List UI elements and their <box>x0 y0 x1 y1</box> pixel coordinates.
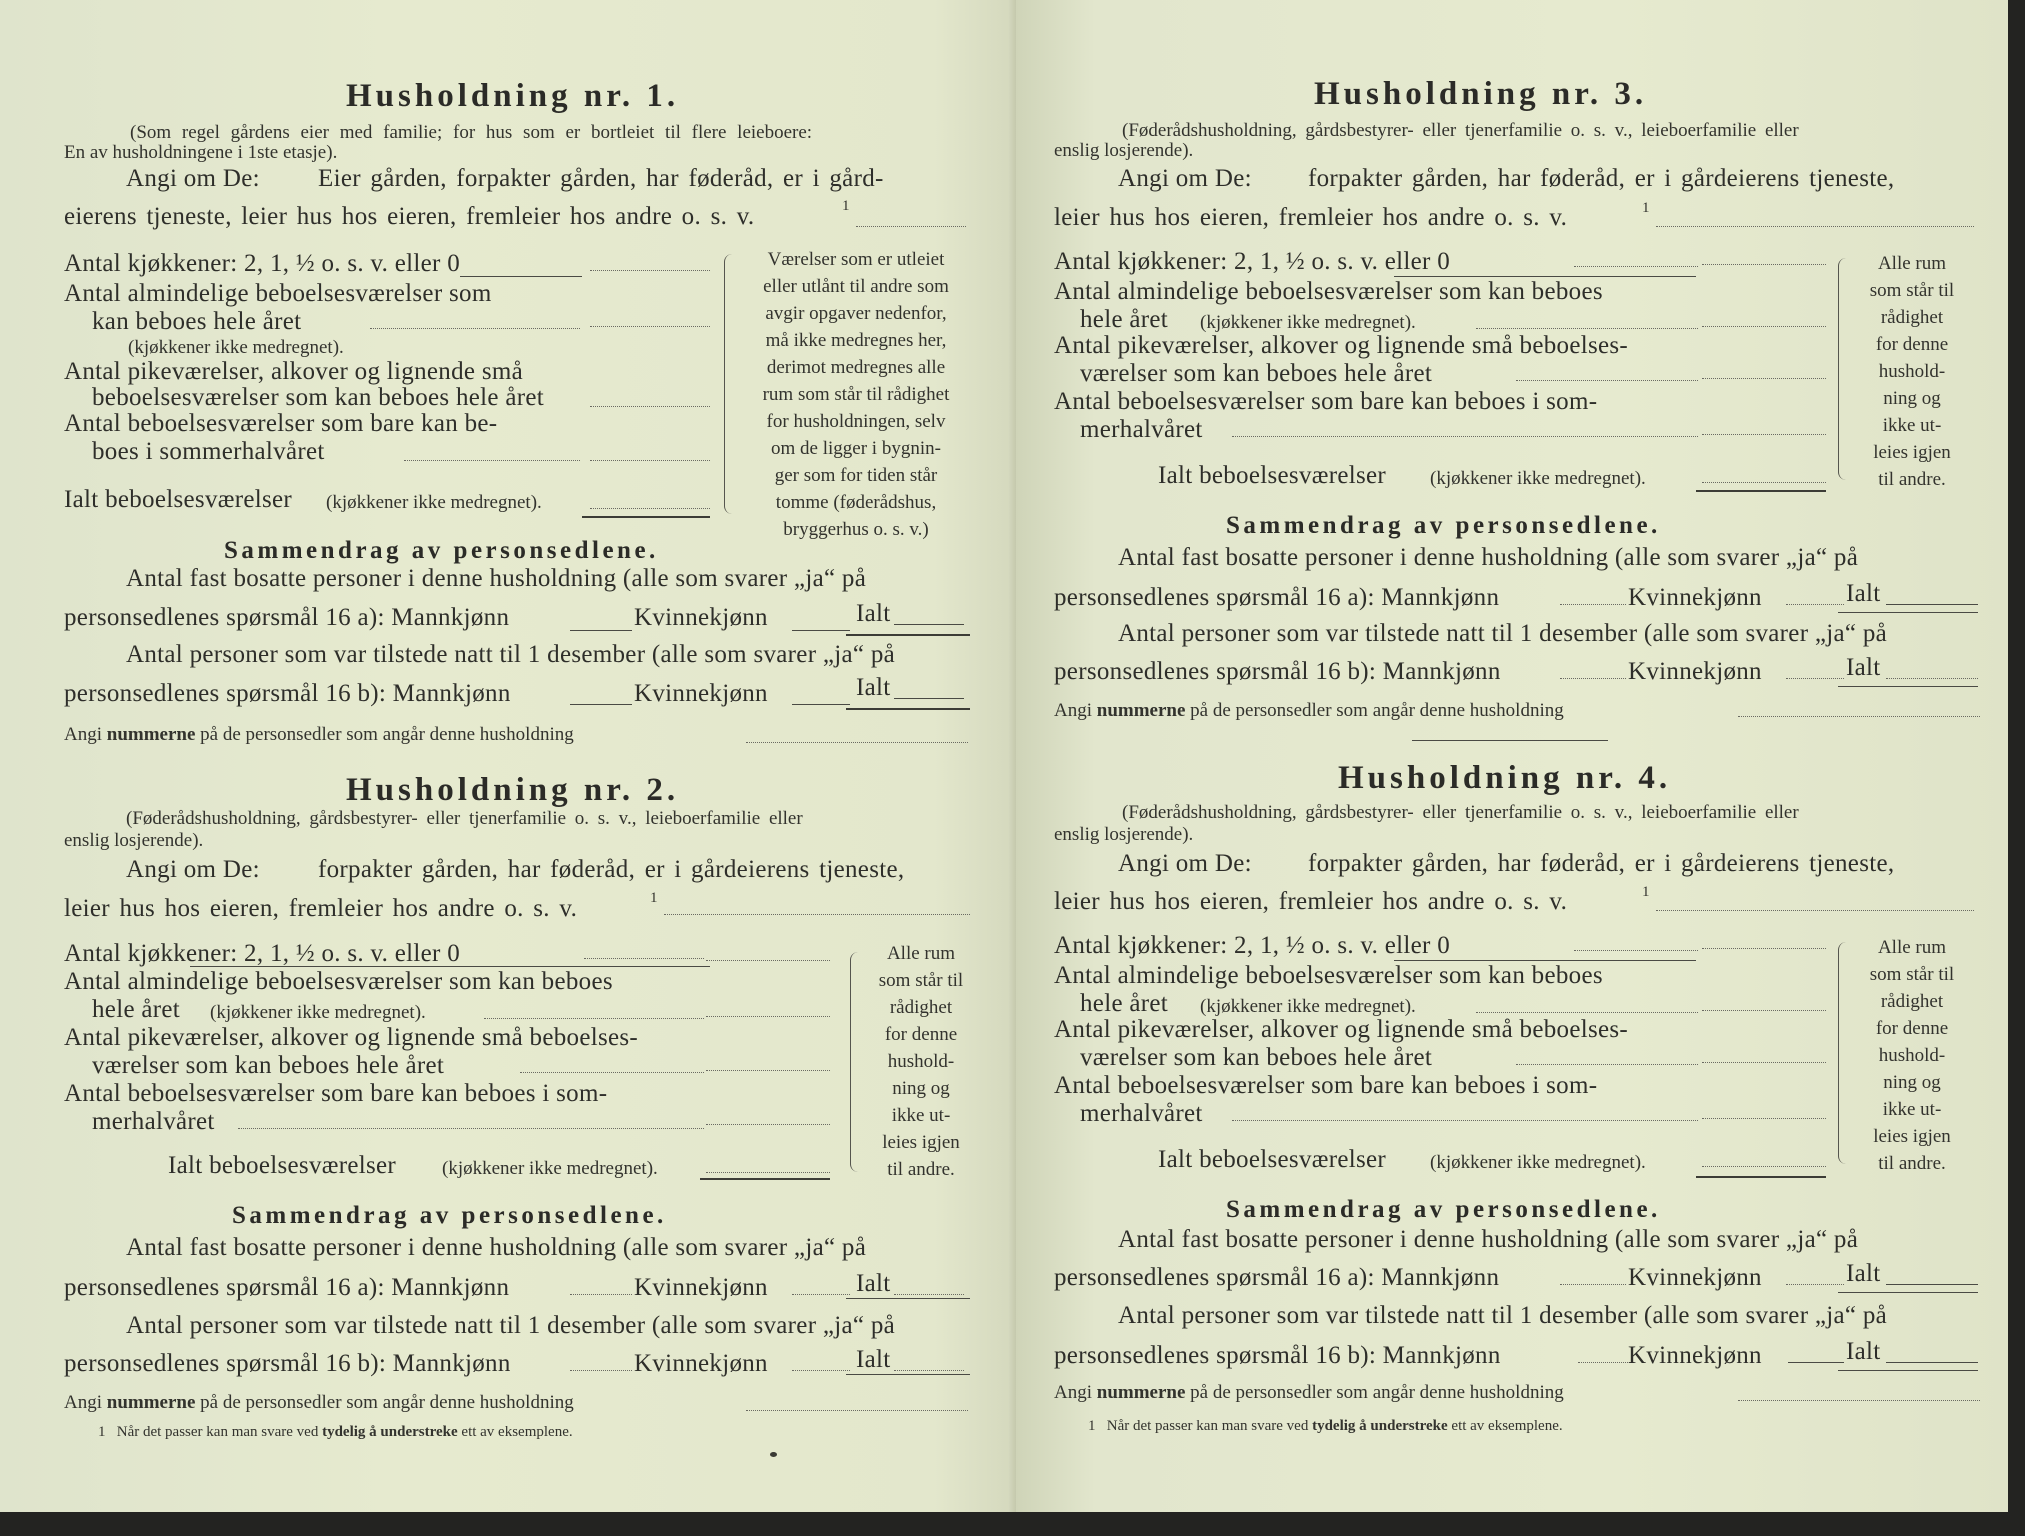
household-4-resident-total-label: Ialt <box>1846 1260 1881 1287</box>
household-1-resident-female-label: Kvinnekjønn <box>634 604 768 631</box>
household-1-resident-total-field[interactable] <box>894 624 964 625</box>
side-note-line: leies igjen <box>882 1132 960 1153</box>
household-3-note: (Føderådshusholdning, gårdsbestyrer- eller tjenerfamilie o. s. v., leieboerfamilie eller <box>1122 120 1799 141</box>
numbers-label-emphasis: nummerne <box>106 724 196 745</box>
household-1-maid-rooms-label-cont: beboelsesværelser som kan beboes hele året <box>92 384 545 411</box>
household-3-resident-male-label: personsedlenes spørsmål 16 a): Mannkjønn <box>1054 584 1500 611</box>
household-2-resident-total-label: Ialt <box>856 1270 891 1297</box>
household-1-rooms-paren: (kjøkkener ikke medregnet). <box>128 337 344 358</box>
footnote-marker: 1 <box>1642 884 1650 900</box>
household-3-title: Husholdning nr. 3. <box>1314 76 1648 112</box>
household-3-rooms-label: Antal almindelige beboelsesværelser som kan beboes <box>1054 278 1603 305</box>
household-3-note-cont: enslig losjerende). <box>1054 140 1194 161</box>
dotted-leader <box>1476 1012 1698 1013</box>
household-2-numbers-field[interactable] <box>746 1410 968 1411</box>
household-2-rooms-label: Antal almindelige beboelsesværelser som kan beboes <box>64 968 613 995</box>
rule <box>1394 276 1696 277</box>
household-1-total-label: Ialt beboelsesværelser <box>64 486 293 513</box>
household-3-rooms-label-cont: hele året <box>1080 306 1169 333</box>
household-3-present-male-label: personsedlenes spørsmål 16 b): Mannkjønn <box>1054 658 1501 685</box>
household-3-summer-label-cont: merhalvåret <box>1080 416 1203 443</box>
household-2-resident-male-field[interactable] <box>570 1294 632 1295</box>
dotted-leader <box>584 958 704 959</box>
side-note-line: til andre. <box>1878 1153 1946 1174</box>
household-3-angi-field[interactable] <box>1656 226 1974 227</box>
household-1-angi-options-cont: eierens tjeneste, leier hus hos eieren, fremleier hos andre o. s. v. <box>64 203 755 230</box>
household-2-rooms-paren: (kjøkkener ikke medregnet). <box>210 1002 426 1023</box>
household-4-maid-rooms-label: Antal pikeværelser, alkover og lignende små beboelses- <box>1054 1016 1629 1043</box>
household-4-present-female-label: Kvinnekjønn <box>1628 1342 1762 1369</box>
household-4-rooms-label: Antal almindelige beboelsesværelser som kan beboes <box>1054 962 1603 989</box>
numbers-label-prefix: Angi <box>1054 700 1092 721</box>
household-1-resident-female-field[interactable] <box>792 630 850 631</box>
household-3-present-total-label: Ialt <box>1846 654 1881 681</box>
side-note-line: ikke ut- <box>1882 415 1942 436</box>
household-2-total-field[interactable] <box>706 1172 830 1173</box>
household-1-note: (Som regel gårdens eier med familie; for hus som er bortleiet til flere leieboere: <box>130 122 813 143</box>
numbers-label-prefix: Angi <box>64 724 102 745</box>
household-3-summer-label: Antal beboelsesværelser som bare kan beboes i som- <box>1054 388 1598 415</box>
dotted-leader <box>1574 266 1698 267</box>
household-3-total-paren: (kjøkkener ikke medregnet). <box>1430 468 1646 489</box>
household-2-summer-label-cont: merhalvåret <box>92 1108 215 1135</box>
dotted-leader <box>520 1072 704 1073</box>
side-note-line: som står til <box>1869 964 1955 985</box>
household-4-summer-field[interactable] <box>1702 1118 1826 1119</box>
household-2-summary-heading: Sammendrag av personsedlene. <box>232 1202 667 1229</box>
household-1-side-note <box>732 246 980 543</box>
household-2-total-paren: (kjøkkener ikke medregnet). <box>442 1158 658 1179</box>
left-page <box>0 0 1016 1512</box>
household-3-resident-male-field[interactable] <box>1560 604 1626 605</box>
household-4-resident-male-field[interactable] <box>1560 1284 1626 1285</box>
dotted-leader <box>1516 1064 1698 1065</box>
household-3-rooms-paren: (kjøkkener ikke medregnet). <box>1200 312 1416 333</box>
household-1-kitchens-field[interactable] <box>590 270 710 271</box>
household-3-resident-total-field[interactable] <box>1886 604 1978 605</box>
household-1-numbers-field[interactable] <box>746 742 968 743</box>
household-3-numbers-field[interactable] <box>1738 716 1980 717</box>
household-1-numbers-label <box>64 724 574 746</box>
rule <box>846 1298 970 1299</box>
side-note-line: ikke ut- <box>891 1105 951 1126</box>
household-3-maid-rooms-label: Antal pikeværelser, alkover og lignende små beboelses- <box>1054 332 1629 359</box>
household-2-summer-label: Antal beboelsesværelser som bare kan beboes i som- <box>64 1080 608 1107</box>
household-4-title: Husholdning nr. 4. <box>1338 760 1672 796</box>
side-note-line: til andre. <box>887 1159 955 1180</box>
household-1-summer-label: Antal beboelsesværelser som bare kan be- <box>64 410 498 437</box>
household-3-maid-rooms-label-cont: værelser som kan beboes hele året <box>1080 360 1433 387</box>
dotted-leader <box>238 1128 704 1129</box>
household-1-title: Husholdning nr. 1. <box>346 78 680 114</box>
dotted-leader <box>1232 436 1698 437</box>
household-3-summary-heading: Sammendrag av personsedlene. <box>1226 512 1661 539</box>
section-divider <box>1412 740 1608 741</box>
household-1-note-cont: En av husholdningene i 1ste etasje). <box>64 142 338 163</box>
household-1-total-paren: (kjøkkener ikke medregnet). <box>326 492 542 513</box>
household-1-resident-persons-label: Antal fast bosatte personer i denne husholdning (alle som svarer „ja“ på <box>126 565 867 592</box>
household-2-present-female-field[interactable] <box>792 1370 850 1371</box>
rule <box>1394 960 1696 961</box>
household-2-present-total-field[interactable] <box>894 1370 964 1371</box>
household-4-side-note <box>1842 934 1982 1177</box>
household-2-resident-female-label: Kvinnekjønn <box>634 1274 768 1301</box>
household-2-rooms-label-cont: hele året <box>92 996 181 1023</box>
dotted-leader <box>1574 950 1698 951</box>
household-4-rooms-paren: (kjøkkener ikke medregnet). <box>1200 996 1416 1017</box>
household-3-maid-rooms-field[interactable] <box>1702 378 1826 379</box>
dotted-leader <box>1516 380 1698 381</box>
household-1-present-persons-label: Antal personer som var tilstede natt til 1 desember (alle som svarer „ja“ på <box>126 641 896 668</box>
side-note-line: Alle rum <box>886 943 956 964</box>
rule <box>460 276 582 277</box>
household-4-summer-label: Antal beboelsesværelser som bare kan beboes i som- <box>1054 1072 1598 1099</box>
side-note-line: ning og <box>892 1078 950 1099</box>
household-4-resident-female-field[interactable] <box>1786 1284 1844 1285</box>
footnote-text-end: ett av eksemplene. <box>461 1424 573 1440</box>
household-4-present-total-field[interactable] <box>1886 1362 1978 1363</box>
household-3-present-male-field[interactable] <box>1560 678 1626 679</box>
household-4-rooms-label-cont: hele året <box>1080 990 1169 1017</box>
rule <box>1838 686 1978 687</box>
side-note-line: for denne <box>884 1024 958 1045</box>
household-3-present-female-field[interactable] <box>1786 678 1844 679</box>
side-note-line: leies igjen <box>1873 442 1951 463</box>
household-1-total-field[interactable] <box>590 508 710 509</box>
household-4-summer-label-cont: merhalvåret <box>1080 1100 1203 1127</box>
household-2-total-label: Ialt beboelsesværelser <box>168 1152 397 1179</box>
household-2-rooms-field[interactable] <box>706 1016 830 1017</box>
side-note-line: derimot medregnes alle <box>766 357 946 378</box>
household-2-present-male-label: personsedlenes spørsmål 16 b): Mannkjønn <box>64 1350 511 1377</box>
footnote-text: Når det passer kan man svare ved <box>1106 1418 1309 1434</box>
rule <box>1696 490 1826 492</box>
household-3-resident-female-field[interactable] <box>1786 604 1844 605</box>
household-3-angi-intro: Angi om De: <box>1118 165 1252 192</box>
numbers-label-prefix: Angi <box>64 1392 102 1413</box>
side-note-line: Alle rum <box>1877 937 1947 958</box>
side-note-line: Alle rum <box>1877 253 1947 274</box>
household-2-resident-total-field[interactable] <box>894 1294 964 1295</box>
household-2-present-male-field[interactable] <box>570 1370 632 1371</box>
side-note-line: ger som for tiden står <box>774 465 938 486</box>
household-4-maid-rooms-label-cont: værelser som kan beboes hele året <box>1080 1044 1433 1071</box>
dotted-leader <box>1476 328 1698 329</box>
household-1-present-total-field[interactable] <box>894 698 964 699</box>
household-1-summer-label-cont: boes i sommerhalvåret <box>92 438 325 465</box>
rule <box>1838 1370 1978 1371</box>
household-2-note: (Føderådshusholdning, gårdsbestyrer- eller tjenerfamilie o. s. v., leieboerfamilie eller <box>126 808 803 829</box>
footnote-marker: 1 <box>1642 200 1650 216</box>
dotted-leader <box>1232 1120 1698 1121</box>
side-note-line: ning og <box>1883 1072 1941 1093</box>
numbers-label-emphasis: nummerne <box>1096 700 1186 721</box>
rule <box>1838 612 1978 613</box>
side-note-line: til andre. <box>1878 469 1946 490</box>
household-1-kitchens-label: Antal kjøkkener: 2, 1, ½ o. s. v. eller 0 <box>64 250 461 277</box>
side-note-line: rådighet <box>889 997 953 1018</box>
household-3-side-note <box>1842 250 1982 493</box>
side-note-line: eller utlånt til andre som <box>763 276 949 297</box>
household-4-present-male-label: personsedlenes spørsmål 16 b): Mannkjønn <box>1054 1342 1501 1369</box>
household-3-resident-female-label: Kvinnekjønn <box>1628 584 1762 611</box>
household-2-title: Husholdning nr. 2. <box>346 772 680 808</box>
rule <box>846 708 970 710</box>
household-1-present-male-label: personsedlenes spørsmål 16 b): Mannkjønn <box>64 680 511 707</box>
household-1-summary-heading: Sammendrag av personsedlene. <box>224 537 659 564</box>
rule <box>582 516 710 518</box>
right-footnote <box>1088 1418 1563 1435</box>
dotted-leader <box>484 1018 704 1019</box>
side-note-line: for husholdningen, selv <box>766 411 946 432</box>
household-2-present-female-label: Kvinnekjønn <box>634 1350 768 1377</box>
side-note-line: Værelser som er utleiet <box>767 249 945 270</box>
ink-speck <box>770 1452 777 1457</box>
side-note-line: som står til <box>878 970 964 991</box>
household-1-maid-rooms-field[interactable] <box>590 406 710 407</box>
dotted-leader <box>370 328 580 329</box>
household-4-maid-rooms-field[interactable] <box>1702 1062 1826 1063</box>
household-1-rooms-field[interactable] <box>590 326 710 327</box>
household-4-angi-options-cont: leier hus hos eieren, fremleier hos andre o. s. v. <box>1054 888 1568 915</box>
household-1-summer-field[interactable] <box>590 460 710 461</box>
household-2-resident-male-label: personsedlenes spørsmål 16 a): Mannkjønn <box>64 1274 510 1301</box>
side-note-line: ikke ut- <box>1882 1099 1942 1120</box>
household-2-present-total-label: Ialt <box>856 1346 891 1373</box>
numbers-label-suffix: på de personsedler som angår denne husholdning <box>1190 700 1564 721</box>
household-4-rooms-field[interactable] <box>1702 1010 1826 1011</box>
dotted-leader <box>404 460 580 461</box>
household-1-maid-rooms-label: Antal pikeværelser, alkover og lignende små <box>64 358 523 385</box>
household-1-present-female-label: Kvinnekjønn <box>634 680 768 707</box>
side-note-line: leies igjen <box>1873 1126 1951 1147</box>
household-3-kitchens-field[interactable] <box>1702 264 1826 265</box>
rule <box>1838 1292 1978 1293</box>
side-note-line: ning og <box>1883 388 1941 409</box>
household-4-kitchens-field[interactable] <box>1702 948 1826 949</box>
household-2-numbers-label <box>64 1392 574 1414</box>
household-3-angi-options-cont: leier hus hos eieren, fremleier hos andre o. s. v. <box>1054 204 1568 231</box>
side-note-line: for denne <box>1875 334 1949 355</box>
household-3-total-label: Ialt beboelsesværelser <box>1158 462 1387 489</box>
side-note-line: for denne <box>1875 1018 1949 1039</box>
numbers-label-emphasis: nummerne <box>106 1392 196 1413</box>
household-4-angi-options: forpakter gården, har føderåd, er i gårdeierens tjeneste, <box>1308 850 1895 877</box>
household-2-side-note <box>856 940 986 1183</box>
numbers-label-suffix: på de personsedler som angår denne husholdning <box>200 724 574 745</box>
household-3-numbers-label <box>1054 700 1564 722</box>
household-1-rooms-label-cont: kan beboes hele året <box>92 308 302 335</box>
household-4-numbers-field[interactable] <box>1738 1400 1980 1401</box>
household-1-rooms-label: Antal almindelige beboelsesværelser som <box>64 280 492 307</box>
side-note-line: hushold- <box>887 1051 955 1072</box>
household-3-angi-options: forpakter gården, har føderåd, er i gårdeierens tjeneste, <box>1308 165 1895 192</box>
numbers-label-suffix: på de personsedler som angår denne husholdning <box>1190 1382 1564 1403</box>
household-2-kitchens-field[interactable] <box>706 960 830 961</box>
footnote-marker: 1 <box>1088 1418 1096 1434</box>
household-3-present-female-label: Kvinnekjønn <box>1628 658 1762 685</box>
household-1-present-male-field[interactable] <box>570 704 632 705</box>
household-2-angi-field[interactable] <box>664 914 970 915</box>
household-1-present-female-field[interactable] <box>792 704 850 705</box>
household-4-resident-female-label: Kvinnekjønn <box>1628 1264 1762 1291</box>
side-note-line: rådighet <box>1880 991 1944 1012</box>
household-1-present-total-label: Ialt <box>856 674 891 701</box>
household-4-present-female-field[interactable] <box>1788 1362 1844 1363</box>
rule <box>1696 1176 1826 1178</box>
household-2-angi-options-cont: leier hus hos eieren, fremleier hos andre o. s. v. <box>64 895 578 922</box>
household-4-angi-intro: Angi om De: <box>1118 850 1252 877</box>
household-4-total-paren: (kjøkkener ikke medregnet). <box>1430 1152 1646 1173</box>
numbers-label-emphasis: nummerne <box>1096 1382 1186 1403</box>
household-4-resident-persons-label: Antal fast bosatte personer i denne husholdning (alle som svarer „ja“ på <box>1118 1226 1859 1253</box>
household-4-resident-total-field[interactable] <box>1886 1284 1978 1285</box>
footnote-marker: 1 <box>98 1424 106 1440</box>
household-4-note: (Føderådshusholdning, gårdsbestyrer- eller tjenerfamilie o. s. v., leieboerfamilie eller <box>1122 802 1799 823</box>
household-2-maid-rooms-label: Antal pikeværelser, alkover og lignende små beboelses- <box>64 1024 639 1051</box>
side-note-line: hushold- <box>1878 361 1946 382</box>
household-3-total-field[interactable] <box>1702 482 1826 483</box>
numbers-label-suffix: på de personsedler som angår denne husholdning <box>200 1392 574 1413</box>
footnote-marker: 1 <box>842 198 850 214</box>
rule <box>846 634 970 636</box>
household-1-angi-intro: Angi om De: <box>126 165 260 192</box>
household-3-kitchens-label: Antal kjøkkener: 2, 1, ½ o. s. v. eller 0 <box>1054 248 1451 275</box>
household-2-summer-field[interactable] <box>706 1124 830 1125</box>
rule <box>700 1178 830 1180</box>
household-3-rooms-field[interactable] <box>1702 326 1826 327</box>
side-note-line: bryggerhus o. s. v.) <box>783 519 929 540</box>
side-note-line: tomme (føderådshus, <box>775 492 937 513</box>
rule <box>190 966 710 967</box>
household-4-numbers-label <box>1054 1382 1564 1404</box>
household-2-angi-options: forpakter gården, har føderåd, er i gårdeierens tjeneste, <box>318 856 905 883</box>
household-4-angi-field[interactable] <box>1656 910 1974 911</box>
side-note-line: om de ligger i bygnin- <box>771 438 941 459</box>
household-2-present-persons-label: Antal personer som var tilstede natt til 1 desember (alle som svarer „ja“ på <box>126 1312 896 1339</box>
household-4-summary-heading: Sammendrag av personsedlene. <box>1226 1196 1661 1223</box>
numbers-label-prefix: Angi <box>1054 1382 1092 1403</box>
household-3-resident-persons-label: Antal fast bosatte personer i denne husholdning (alle som svarer „ja“ på <box>1118 544 1859 571</box>
household-4-total-label: Ialt beboelsesværelser <box>1158 1146 1387 1173</box>
household-2-resident-persons-label: Antal fast bosatte personer i denne husholdning (alle som svarer „ja“ på <box>126 1234 867 1261</box>
household-4-kitchens-label: Antal kjøkkener: 2, 1, ½ o. s. v. eller 0 <box>1054 932 1451 959</box>
household-4-total-field[interactable] <box>1702 1166 1826 1167</box>
footnote-text: Når det passer kan man svare ved <box>116 1424 319 1440</box>
household-3-summer-field[interactable] <box>1702 434 1826 435</box>
household-2-resident-female-field[interactable] <box>792 1294 850 1295</box>
right-page <box>1016 0 2008 1512</box>
footnote-text-end: ett av eksemplene. <box>1451 1418 1563 1434</box>
household-2-kitchens-label: Antal kjøkkener: 2, 1, ½ o. s. v. eller 0 <box>64 940 461 967</box>
household-4-present-male-field[interactable] <box>1578 1362 1630 1363</box>
household-4-note-cont: enslig losjerende). <box>1054 824 1194 845</box>
household-1-angi-field[interactable] <box>856 226 966 227</box>
side-note-line: avgir opgaver nedenfor, <box>765 303 947 324</box>
side-note-line: hushold- <box>1878 1045 1946 1066</box>
household-2-angi-intro: Angi om De: <box>126 856 260 883</box>
side-note-line: må ikke medregnes her, <box>765 330 947 351</box>
household-4-resident-male-label: personsedlenes spørsmål 16 a): Mannkjønn <box>1054 1264 1500 1291</box>
left-footnote <box>98 1424 573 1441</box>
footnote-marker: 1 <box>650 890 658 906</box>
household-2-note-cont: enslig losjerende). <box>64 830 204 851</box>
household-4-present-total-label: Ialt <box>1846 1338 1881 1365</box>
household-3-present-persons-label: Antal personer som var tilstede natt til 1 desember (alle som svarer „ja“ på <box>1118 620 1888 647</box>
household-1-resident-total-label: Ialt <box>856 600 891 627</box>
rule <box>846 1374 970 1375</box>
side-note-line: rum som står til rådighet <box>762 384 950 405</box>
household-3-resident-total-label: Ialt <box>1846 580 1881 607</box>
household-2-maid-rooms-label-cont: værelser som kan beboes hele året <box>92 1052 445 1079</box>
footnote-emphasis: tydelig å understreke <box>1312 1418 1448 1434</box>
footnote-emphasis: tydelig å understreke <box>322 1424 458 1440</box>
household-1-resident-male-label: personsedlenes spørsmål 16 a): Mannkjønn <box>64 604 510 631</box>
household-2-maid-rooms-field[interactable] <box>706 1070 830 1071</box>
side-note-line: rådighet <box>1880 307 1944 328</box>
household-1-angi-options: Eier gården, forpakter gården, har føderåd, er i gård- <box>318 165 884 192</box>
side-note-line: som står til <box>1869 280 1955 301</box>
household-4-present-persons-label: Antal personer som var tilstede natt til 1 desember (alle som svarer „ja“ på <box>1118 1302 1888 1329</box>
household-3-present-total-field[interactable] <box>1886 678 1978 679</box>
household-1-resident-male-field[interactable] <box>570 630 632 631</box>
